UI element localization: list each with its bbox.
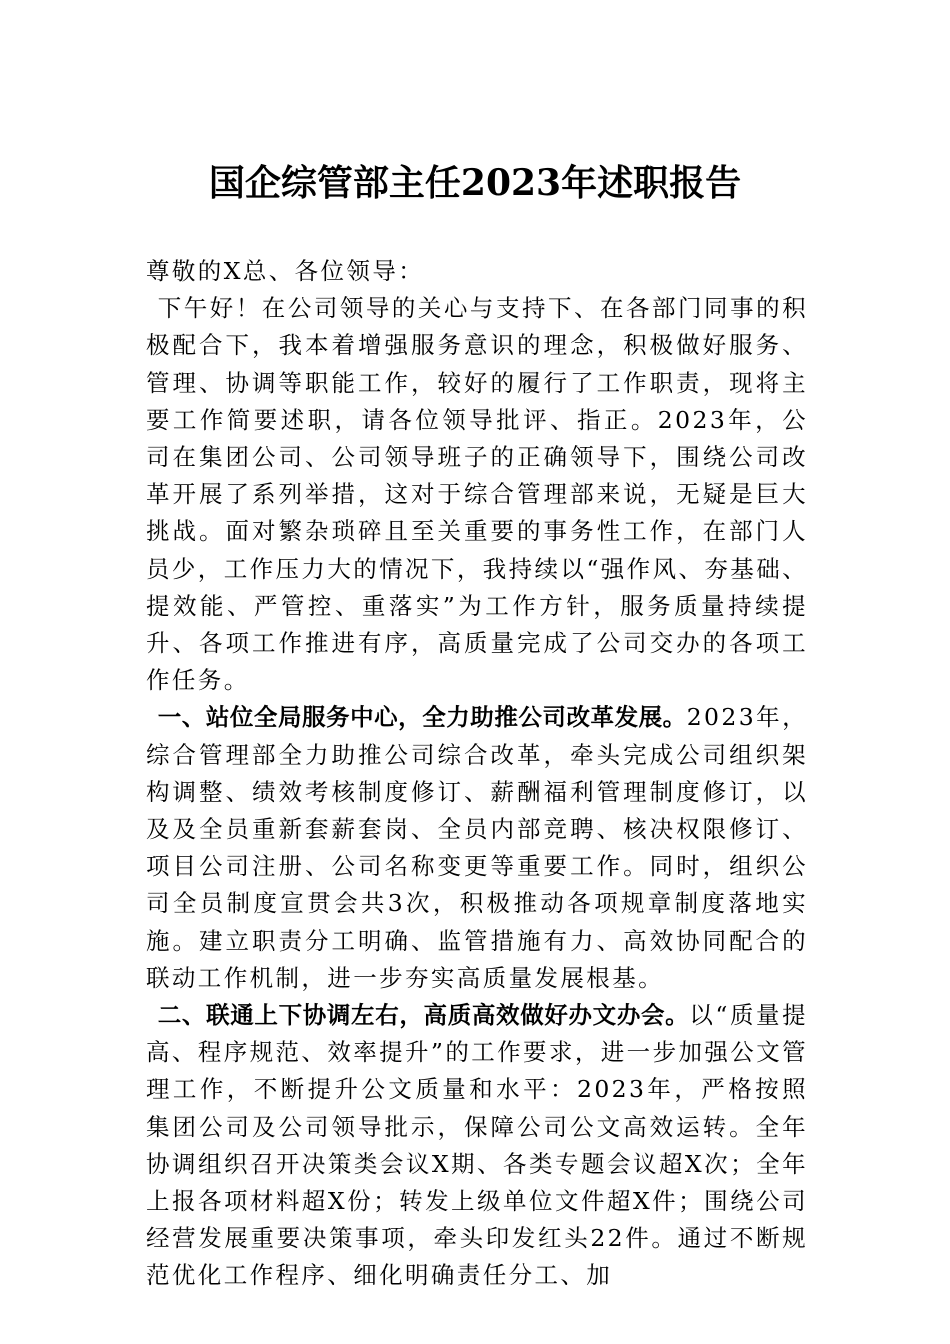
document-title: 国企综管部主任2023年述职报告	[208, 162, 742, 204]
section-1-heading: 一、站位全局服务中心，全力助推公司改革发展。	[157, 703, 687, 732]
document-body	[146, 253, 808, 1295]
section-2-heading: 二、联通上下协调左右，高质高效做好办文办会。	[157, 1001, 690, 1030]
section-1-paragraph	[146, 699, 808, 997]
section-2-paragraph	[146, 997, 808, 1295]
salutation: 尊敬的X总、各位领导：	[146, 257, 425, 285]
section-1-text: 2023年，综合管理部全力助推公司综合改革，牵头完成公司组织架构调整、绩效考核制度修订、薪酬福利管理制度修订，以及及全员重新套薪套岗、全员内部竞聘、核决权限修订、项目公司注册、公司名称变更等重要工作。同时，组织公司全员制度宣贯会共3次，积极推动各项规章制度落地实施。建立职责分工明确、监管措施有力、高效协同配合的联动工作机制，进一步夯实高质量发展根基。	[146, 703, 808, 992]
intro-paragraph: 下午好！在公司领导的关心与支持下、在各部门同事的积极配合下，我本着增强服务意识的理念，积极做好服务、管理、协调等职能工作，较好的履行了工作职责，现将主要工作简要述职，请各位领导批评、指正。2023年，公司在集团公司、公司领导班子的正确领导下，围绕公司改革开展了系列举措，这对于综合管理部来说，无疑是巨大挑战。面对繁杂琐碎且至关重要的事务性工作，在部门人员少，工作压力大的情况下，我持续以“强作风、夯基础、提效能、严管控、重落实”为工作方针，服务质量持续提升、各项工作推进有序，高质量完成了公司交办的各项工作任务。	[146, 294, 808, 695]
section-2-text: 以“质量提高、程序规范、效率提升”的工作要求，进一步加强公文管理工作，不断提升公文质量和水平：2023年，严格按照集团公司及公司领导批示，保障公司公文高效运转。全年协调组织召开决策类会议X期、各类专题会议超X次；全年上报各项材料超X份；转发上级单位文件超X件；围绕公司经营发展重要决策事项，牵头印发红头22件。通过不断规范优化工作程序、细化明确责任分工、加	[146, 1001, 809, 1290]
